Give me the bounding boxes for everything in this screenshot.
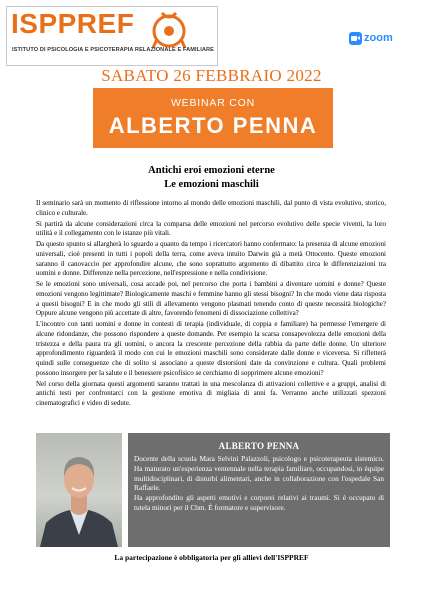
zoom-label: zoom — [364, 32, 393, 44]
institute-logo — [6, 6, 218, 66]
description-paragraph: Si partirà da alcune considerazioni circa la comparsa delle emozioni nel percorso evolutivo delle specie viventi, la loro utilità e il collegamento con le istanze più vitali. — [36, 219, 386, 238]
event-date: SABATO 26 FEBBRAIO 2022 — [101, 66, 322, 85]
logo-subtitle: ISTITUTO DI PSICOLOGIA E PSICOTERAPIA RELAZIONALE E FAMILIARE — [12, 47, 214, 53]
description-paragraph: Il seminario sarà un momento di riflessione intorno al mondo delle emozioni maschili, dal punto di vista evolutivo, storico, clinico e culturale. — [36, 199, 386, 217]
speaker-bio-section — [36, 433, 390, 547]
banner-label: WEBINAR CON — [170, 97, 256, 109]
description-paragraph: Se le emozioni sono universali, cosa accade poi, nel percorso che porta i bambini a diventare uomini e donne? Queste emozioni vengono legittimate? Biologicamente maschi e femmine hanno gli stessi bisogni? In che modo viene data risposta a questi bisogni? E in che modo gli stili di allevamento vengono plasmati tenendo conto di queste necessità biologiche? Oppure alcune vengono più accettate di altre, favorendo fenomeni di dissociazione collettiva? — [36, 280, 386, 318]
logo-title: ISPPREF — [11, 8, 135, 39]
description-paragraph: Nel corso della giornata questi argomenti saranno trattati in una mescolanza di attivazioni collettive e a gruppi, analisi di antichi testi per confrontarci con la gestione emotiva di migliaia di anni fa. Verranno anche utilizzati spezzoni cinematografici e video di sedute. — [36, 379, 386, 408]
bio-paragraph: Docente della scuola Mara Selvini Palazzoli, psicologo e psicoterapeuta sistemico. Ha maturato un'esperienza ventennale nella terapia familiare, occupandosi, in équipe multidisciplinari, di disturbi alimentari, anche in collaborazione con l'ospedale San Raffaele. — [134, 454, 384, 493]
zoom-camera-icon — [349, 32, 362, 45]
logo-emblem-icon — [149, 9, 189, 51]
bio-name: ALBERTO PENNA — [218, 441, 300, 451]
zoom-badge — [349, 30, 399, 46]
speaker-bio — [128, 433, 390, 547]
seminar-description — [36, 199, 386, 410]
subtitle-line-2: Le emozioni maschili — [164, 179, 259, 190]
speaker-photo — [36, 433, 122, 547]
description-paragraph: L'incontro con tanti uomini e donne in contesti di terapia (individuale, di coppia e familiare) ha permesse l'emergere di alcune ridondanze, che possono rispondere a queste domande. Per esempio la scarsa consapevolezza delle emozioni della tristezza e della paura tra gli uomini, o ancora la crescente percezione della rabbia da parte delle donne. Un ulteriore approfondimento riguarderà il modo con cui le emozioni maschili sono considerate dalle donne e viceversa. Si rifletterà quindi sulle conseguenze che di solito si associano a queste distorsioni date da convinzione e cultura. Quali problemi possono insorgere per la salute e il benessere psicofisico se cerchiamo di sopprimere alcune emozioni? — [36, 320, 386, 377]
description-paragraph: Da questo spunto si allargherà lo sguardo a quanto da tempo i ricercatori hanno confermato: la presenza di alcune emozioni universali, cioè presenti in tutti i popoli della terra, come aveva intuito Darwin già a metà Ottocento. Queste emozioni saranno il canovaccio per approfondire alcune, che sono soprattutto argomento di dibattito circa le differenziazioni tra uomini e donne. Differenze nella percezione, nell'espressione e nella condivisione. — [36, 240, 386, 278]
subtitle-line-1: Antichi eroi emozioni eterne — [148, 165, 275, 176]
bio-text — [128, 451, 390, 513]
speaker-name: ALBERTO PENNA — [108, 113, 318, 138]
participation-note: La partecipazione è obbligatoria per gli allievi dell'ISPPREF — [114, 553, 309, 562]
bio-paragraph: Ha approfondito gli aspetti emotivi e corporei relativi ai traumi. Si è occupato di tutela minori per il Cbm. È formatore e supervisore. — [134, 493, 384, 512]
webinar-banner — [93, 88, 333, 148]
